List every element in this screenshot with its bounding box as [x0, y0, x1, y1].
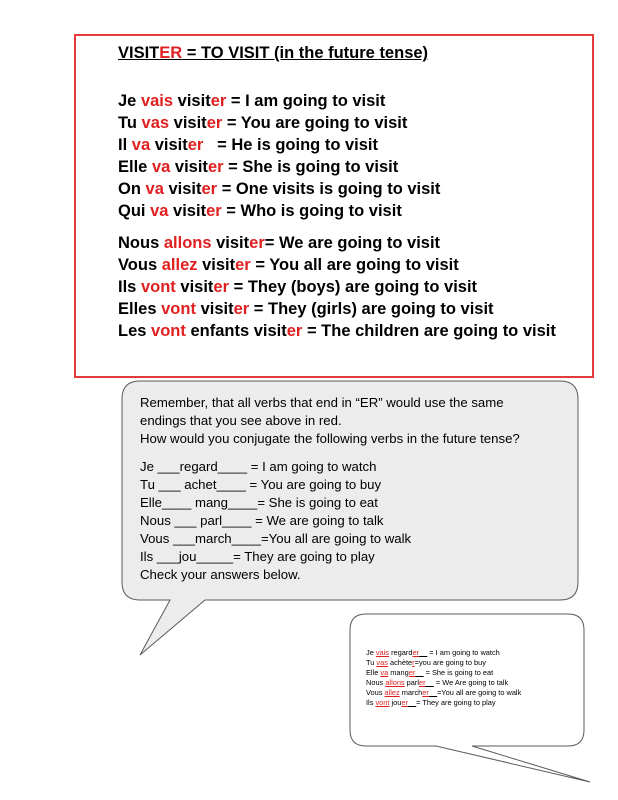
exercise-item: Nous ___ parl____ = We are going to talk — [140, 513, 384, 528]
exercise-bubble-text — [140, 394, 570, 584]
answer-line: Tu vas achèter=you are going to buy — [366, 658, 486, 667]
exercise-item: Tu ___ achet____ = You are going to buy — [140, 477, 382, 492]
conjugation-line: Elles vont visiter = They (girls) are going to visit — [118, 300, 494, 318]
check-answers-note: Check your answers below. — [140, 567, 301, 582]
plural-conjugations — [118, 232, 556, 342]
conjugation-line: Il va visiter = He is going to visit — [118, 136, 379, 154]
answer-line: Vous allez marcher__=You all are going to walk — [366, 688, 522, 697]
conjugation-line: Elle va visiter = She is going to visit — [118, 158, 399, 176]
conjugation-line: Je vais visiter = I am going to visit — [118, 92, 386, 110]
exercise-item: Je ___regard____ = I am going to watch — [140, 459, 377, 474]
conjugation-line: Tu vas visiter = You are going to visit — [118, 114, 408, 132]
conjugation-line: Qui va visiter = Who is going to visit — [118, 202, 402, 220]
answers-bubble-text — [366, 648, 576, 708]
answer-line: Elle va manger__ = She is going to eat — [366, 668, 494, 677]
instruction-line: How would you conjugate the following verbs in the future tense? — [140, 431, 520, 446]
conjugation-line: Vous allez visiter = You all are going to visit — [118, 256, 459, 274]
conjugation-title: VISITER = TO VISIT (in the future tense) — [118, 44, 429, 62]
conjugation-box — [74, 34, 594, 378]
instruction-line: endings that you see above in red. — [140, 413, 342, 428]
conjugation-line: Ils vont visiter = They (boys) are going to visit — [118, 278, 478, 296]
answer-line: Ils vont jouer__= They are going to play — [366, 698, 496, 707]
singular-conjugations — [118, 90, 440, 222]
conjugation-line: On va visiter = One visits is going to visit — [118, 180, 441, 198]
exercise-list — [140, 458, 570, 566]
answer-line: Nous allons parler__ = We Are going to talk — [366, 678, 509, 687]
conjugation-line: Les vont enfants visiter = The children are going to visit — [118, 322, 556, 340]
exercise-item: Ils ___jou_____= They are going to play — [140, 549, 375, 564]
exercise-item: Elle____ mang____= She is going to eat — [140, 495, 378, 510]
exercise-item: Vous ___march____=You all are going to walk — [140, 531, 412, 546]
instruction-line: Remember, that all verbs that end in “ER” would use the same — [140, 395, 504, 410]
answer-line: Je vais regarder__ = I am going to watch — [366, 648, 500, 657]
conjugation-line: Nous allons visiter= We are going to visit — [118, 234, 441, 252]
